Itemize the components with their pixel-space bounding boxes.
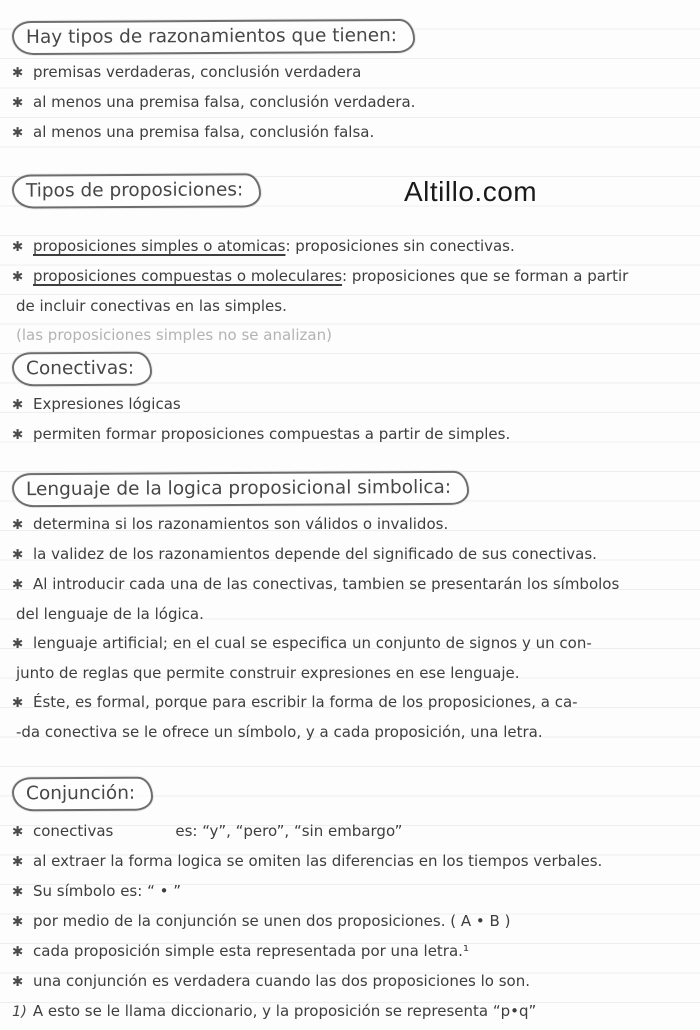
note-line	[12, 262, 694, 292]
note-text: : proposiciones que se forman a partir	[342, 267, 629, 285]
section-title-cloud: Tipos de proposiciones:	[12, 173, 261, 208]
note-text-faint: (las proposiciones simples no se analizan)	[16, 326, 332, 344]
bullet-asterisk-icon: ✱	[12, 577, 24, 593]
note-line	[12, 510, 694, 540]
note-line	[12, 847, 694, 877]
section-title-wrap	[12, 472, 694, 506]
note-line	[12, 232, 694, 262]
note-line-continuation	[12, 718, 694, 747]
note-line	[12, 390, 694, 420]
note-line	[12, 88, 694, 118]
bullet-asterisk-icon: ✱	[12, 944, 24, 960]
bullet-asterisk-icon: ✱	[12, 974, 24, 990]
note-text: al extraer la forma logica se omiten las diferencias en los tiempos verbales.	[33, 852, 603, 870]
note-text: A esto se le llama diccionario, y la proposición se representa “p•q”	[32, 1002, 537, 1020]
note-line	[12, 937, 694, 967]
note-line	[12, 907, 694, 937]
bullet-asterisk-icon: ✱	[12, 884, 24, 900]
section-title-wrap	[12, 777, 694, 811]
note-line	[12, 629, 694, 659]
note-line	[12, 118, 694, 148]
note-line	[12, 877, 694, 907]
note-text: conectivas	[33, 822, 114, 840]
section-conjuncion	[12, 777, 694, 1027]
bullet-asterisk-icon: ✱	[12, 824, 24, 840]
note-text: junto de reglas que permite construir expresiones en ese lenguaje.	[16, 664, 520, 682]
section-tipos-proposiciones	[12, 174, 694, 350]
note-line-footnote	[12, 997, 694, 1027]
note-line-continuation	[12, 659, 694, 688]
section-title-cloud: Conectivas:	[12, 352, 152, 387]
note-text: de incluir conectivas en las simples.	[16, 297, 287, 315]
note-text: es: “y”, “pero”, “sin embargo”	[175, 822, 403, 840]
note-text: lenguaje artificial; en el cual se especifica un conjunto de signos y un con-	[33, 634, 592, 652]
section-title-cloud: Conjunción:	[12, 777, 153, 812]
note-text: permiten formar proposiciones compuestas a partir de simples.	[33, 425, 511, 443]
bullet-asterisk-icon: ✱	[12, 269, 24, 285]
note-text: premisas verdaderas, conclusión verdadera	[33, 63, 362, 81]
bullet-asterisk-icon: ✱	[12, 397, 24, 413]
bullet-asterisk-icon: ✱	[12, 854, 24, 870]
note-line	[12, 817, 694, 847]
bullet-asterisk-icon: ✱	[12, 125, 24, 141]
note-line-pencil	[12, 321, 694, 350]
bullet-asterisk-icon: ✱	[12, 427, 24, 443]
note-line	[12, 570, 694, 600]
section-title-cloud: Hay tipos de razonamientos que tienen:	[12, 19, 415, 55]
note-line	[12, 540, 694, 570]
note-text: una conjunción es verdadera cuando las dos proposiciones lo son.	[33, 972, 531, 990]
section-lenguaje-logica	[12, 472, 694, 747]
section-title-wrap	[12, 20, 694, 54]
altillo-watermark: Altillo.com	[404, 176, 538, 207]
underlined-term: proposiciones compuestas o moleculares	[33, 267, 343, 285]
bullet-asterisk-icon: ✱	[12, 95, 24, 111]
note-text: al menos una premisa falsa, conclusión verdadera.	[33, 93, 416, 111]
underlined-term: proposiciones simples o atomicas	[33, 237, 286, 255]
note-line	[12, 688, 694, 718]
note-text: : proposiciones sin conectivas.	[285, 237, 515, 255]
note-text: por medio de la conjunción se unen dos proposiciones. ( A • B )	[33, 912, 511, 930]
note-text: del lenguaje de la lógica.	[16, 605, 204, 623]
note-text: cada proposición simple esta representada por una letra.¹	[33, 942, 469, 960]
note-line-continuation	[12, 292, 694, 321]
note-text: determina si los razonamientos son válidos o invalidos.	[33, 515, 449, 533]
note-text: al menos una premisa falsa, conclusión falsa.	[33, 123, 375, 141]
note-text: la validez de los razonamientos depende del significado de sus conectivas.	[33, 545, 597, 563]
bullet-asterisk-icon: ✱	[12, 547, 24, 563]
section-title-wrap	[12, 174, 694, 208]
note-line	[12, 967, 694, 997]
bullet-asterisk-icon: ✱	[12, 636, 24, 652]
section-conectivas	[12, 352, 694, 450]
note-line	[12, 420, 694, 450]
note-text: Éste, es formal, porque para escribir la forma de los proposiciones, a ca-	[33, 693, 578, 711]
section-title-wrap	[12, 352, 694, 386]
bullet-asterisk-icon: ✱	[12, 65, 24, 81]
bullet-asterisk-icon: ✱	[12, 239, 24, 255]
section-razonamientos	[12, 20, 694, 148]
note-text: -da conectiva se le ofrece un símbolo, y a cada proposición, una letra.	[16, 723, 543, 741]
bullet-asterisk-icon: ✱	[12, 914, 24, 930]
note-line-continuation	[12, 600, 694, 629]
note-text: Expresiones lógicas	[33, 395, 181, 413]
note-line	[12, 58, 694, 88]
bullet-asterisk-icon: ✱	[12, 695, 24, 711]
footnote-number: 1)	[12, 1004, 27, 1020]
bullet-asterisk-icon: ✱	[12, 517, 24, 533]
note-text: Al introducir cada una de las conectivas, tambien se presentarán los símbolos	[33, 575, 620, 593]
section-title-cloud: Lenguaje de la logica proposicional simbolica:	[12, 471, 469, 507]
note-text: Su símbolo es: “ • ”	[33, 882, 181, 900]
